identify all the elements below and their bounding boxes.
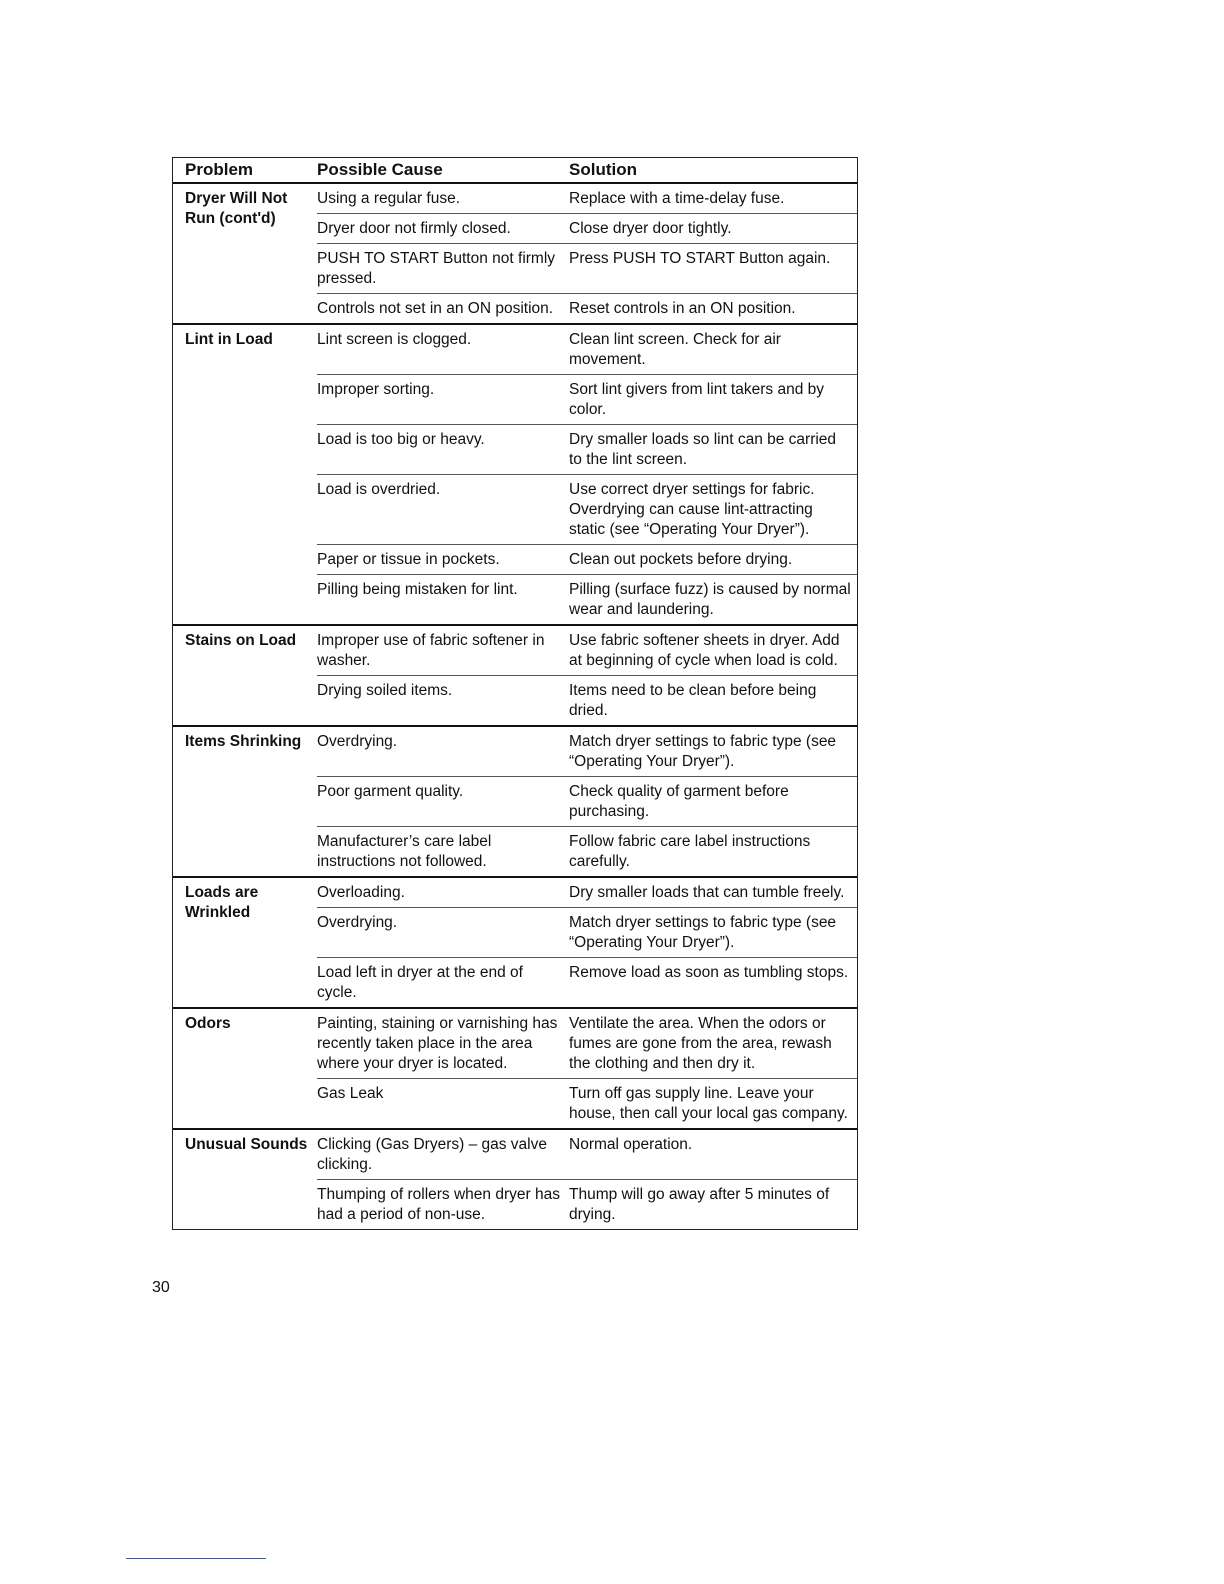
problem-label: Odors [185,1015,231,1032]
possible-cause: Load is too big or heavy. [317,431,485,448]
table-row [317,1009,857,1079]
possible-cause: Overloading. [317,884,405,901]
header-problem: Problem [185,160,254,179]
solution: Thump will go away after 5 minutes of drying. [569,1186,830,1223]
solution: Replace with a time-delay fuse. [569,190,785,207]
table-row [317,878,857,908]
problem-label: Dryer Will Not Run (cont'd) [185,190,288,227]
problem-label: Unusual Sounds [185,1136,308,1153]
solution: Dry smaller loads so lint can be carried to the lint screen. [569,431,837,468]
possible-cause: Pilling being mistaken for lint. [317,581,518,598]
problem-label: Loads are Wrinkled [185,884,259,921]
solution: Clean lint screen. Check for air movement. [569,331,781,368]
solution: Dry smaller loads that can tumble freely. [569,884,845,901]
possible-cause: Gas Leak [317,1085,384,1102]
solution: Sort lint givers from lint takers and by color. [569,381,824,418]
possible-cause: Thumping of rollers when dryer has had a period of non-use. [317,1186,560,1223]
solution: Remove load as soon as tumbling stops. [569,964,849,981]
possible-cause: Dryer door not firmly closed. [317,220,511,237]
table-row [317,626,857,676]
possible-cause: Paper or tissue in pockets. [317,551,500,568]
table-row [317,545,857,575]
possible-cause: Load left in dryer at the end of cycle. [317,964,523,1001]
problem-rows [317,626,857,725]
table-row [317,214,857,244]
problem-label: Stains on Load [185,632,297,649]
problem-group [173,1009,857,1130]
troubleshooting-table [172,157,858,1230]
table-body [173,184,857,1229]
problem-label: Lint in Load [185,331,273,348]
possible-cause: Poor garment quality. [317,783,464,800]
table-row [317,676,857,725]
possible-cause: Painting, staining or varnishing has recently taken place in the area where your dryer is located. [317,1015,558,1072]
table-row [317,575,857,624]
problem-rows [317,878,857,1007]
footer-rule [126,1558,266,1559]
solution: Turn off gas supply line. Leave your house, then call your local gas company. [569,1085,848,1122]
possible-cause: Improper sorting. [317,381,435,398]
header-solution: Solution [569,160,637,179]
possible-cause: Clicking (Gas Dryers) – gas valve clicking. [317,1136,547,1173]
problem-label: Items Shrinking [185,733,302,750]
problem-group [173,626,857,727]
table-row [317,827,857,876]
solution: Check quality of garment before purchasing. [569,783,789,820]
possible-cause: Drying soiled items. [317,682,453,699]
table-row [317,1079,857,1128]
possible-cause: Using a regular fuse. [317,190,461,207]
table-row [317,294,857,323]
table-header [173,157,857,184]
solution: Press PUSH TO START Button again. [569,250,831,267]
problem-group [173,184,857,325]
solution: Clean out pockets before drying. [569,551,793,568]
problem-group [173,878,857,1009]
possible-cause: Improper use of fabric softener in washer. [317,632,545,669]
possible-cause: Overdrying. [317,733,398,750]
table-row [317,1130,857,1180]
table-row [317,908,857,958]
solution: Pilling (surface fuzz) is caused by normal wear and laundering. [569,581,851,618]
table-row [317,958,857,1007]
solution: Follow fabric care label instructions carefully. [569,833,811,870]
possible-cause: PUSH TO START Button not firmly pressed. [317,250,556,287]
table-row [317,244,857,294]
possible-cause: Lint screen is clogged. [317,331,472,348]
header-cause: Possible Cause [317,160,443,179]
solution: Use fabric softener sheets in dryer. Add at beginning of cycle when load is cold. [569,632,840,669]
table-row [317,425,857,475]
solution: Use correct dryer settings for fabric. Overdrying can cause lint-attracting static (see “Operating Your Dryer”). [569,481,815,538]
solution: Match dryer settings to fabric type (see “Operating Your Dryer”). [569,914,837,951]
solution: Items need to be clean before being dried. [569,682,817,719]
table-row [317,375,857,425]
solution: Close dryer door tightly. [569,220,732,237]
possible-cause: Load is overdried. [317,481,441,498]
problem-rows [317,1130,857,1229]
solution: Match dryer settings to fabric type (see “Operating Your Dryer”). [569,733,837,770]
page-number: 30 [152,1279,170,1296]
problem-rows [317,1009,857,1128]
problem-rows [317,325,857,624]
table-row [317,184,857,214]
table-row [317,1180,857,1229]
problem-group [173,727,857,878]
table-row [317,475,857,545]
solution: Ventilate the area. When the odors or fumes are gone from the area, rewash the clothing and then dry it. [569,1015,832,1072]
possible-cause: Manufacturer’s care label instructions not followed. [317,833,492,870]
solution: Normal operation. [569,1136,693,1153]
problem-rows [317,184,857,323]
problem-rows [317,727,857,876]
solution: Reset controls in an ON position. [569,300,796,317]
problem-group [173,1130,857,1229]
table-row [317,325,857,375]
problem-group [173,325,857,626]
possible-cause: Overdrying. [317,914,398,931]
table-row [317,727,857,777]
table-row [317,777,857,827]
possible-cause: Controls not set in an ON position. [317,300,554,317]
